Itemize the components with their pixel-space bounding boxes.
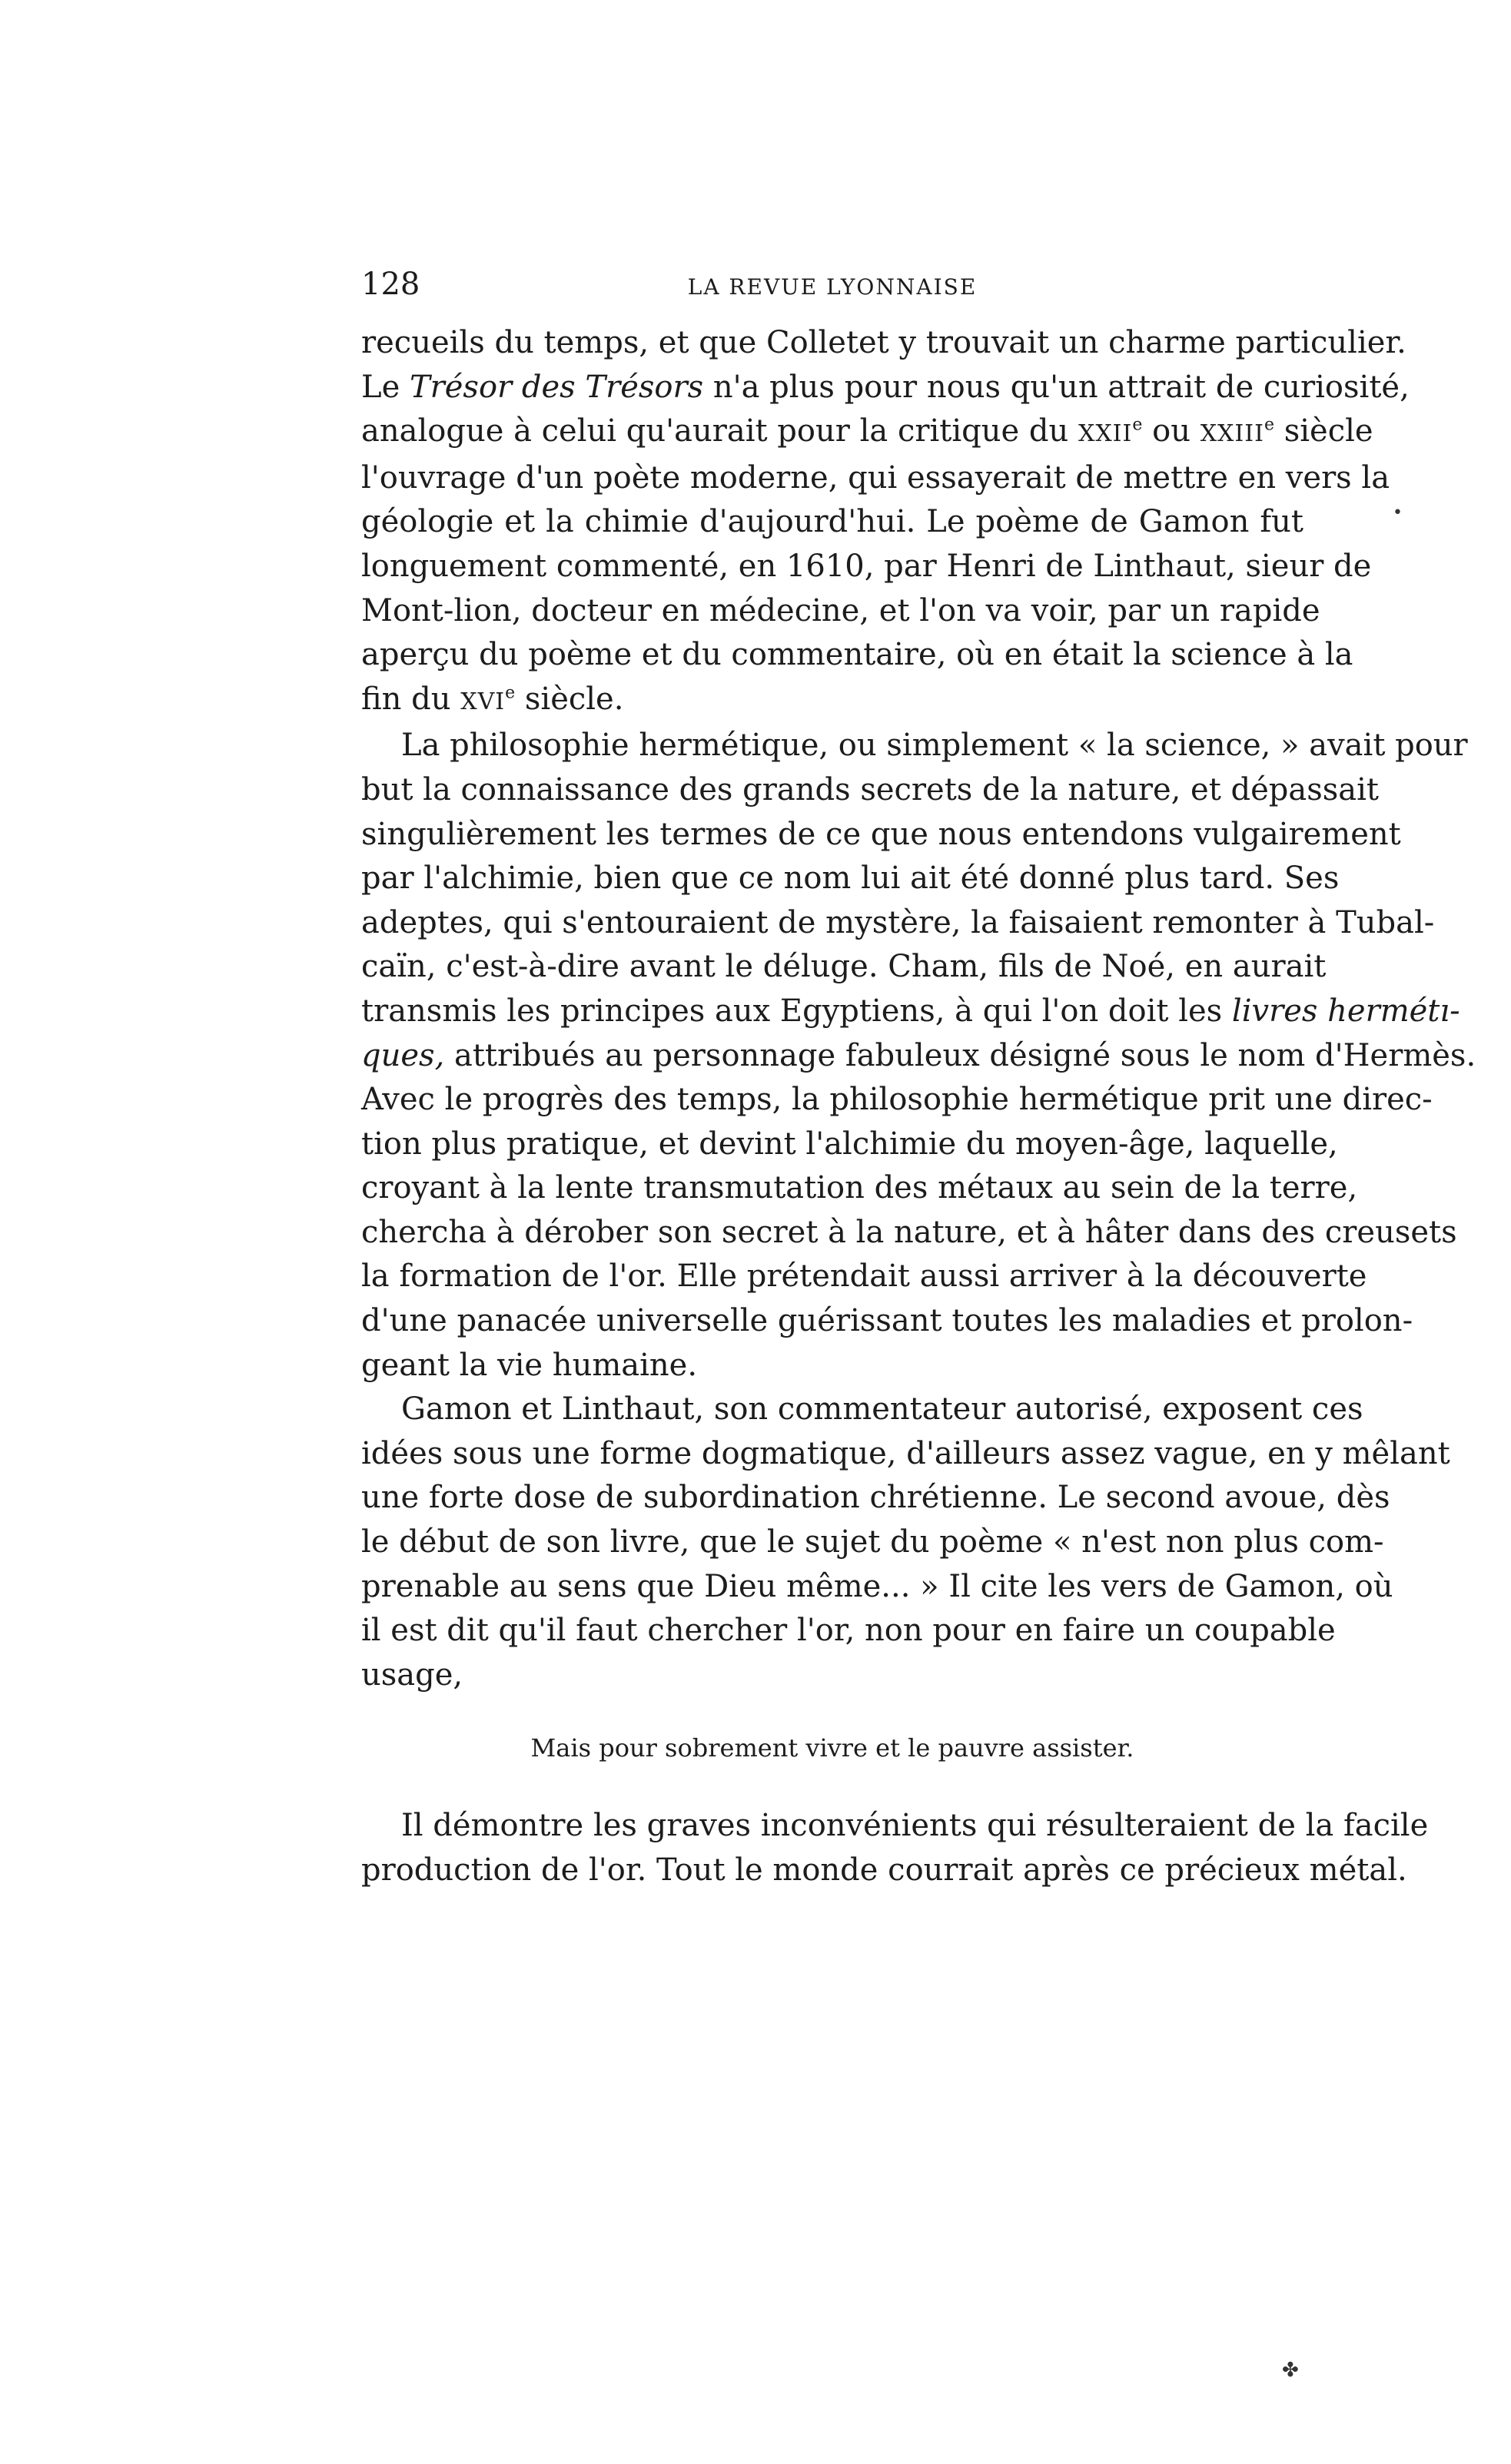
superscript: e <box>505 683 516 703</box>
text-run: siècle <box>1274 413 1373 449</box>
text-line <box>361 1034 1476 1079</box>
text-line: chercha à dérober son secret à la nature, et à hâter dans des creusets <box>361 1214 1457 1250</box>
text-line: but la connaissance des grands secrets de la nature, et dépassait <box>361 771 1380 808</box>
text-line: géologie et la chimie d'aujourd'hui. Le poème de Gamon fut <box>361 504 1303 540</box>
book-title: Trésor des Trésors <box>409 369 704 405</box>
text-run: n'a plus pour nous qu'un attrait de curiosité, <box>703 369 1410 405</box>
text-line: d'une panacée universelle guérissant toutes les maladies et prolon- <box>361 1303 1413 1339</box>
text-run: attribués au personnage fabuleux désigné sous le nom d'Hermès. <box>444 1037 1476 1073</box>
text-line: singulièrement les termes de ce que nous entendons vulgairement <box>361 816 1401 852</box>
book-title: livres hermétı- <box>1231 993 1460 1029</box>
text-line: Il démontre les graves inconvénients qui résulteraient de la facile <box>401 1808 1429 1843</box>
text-line <box>361 678 1303 725</box>
century-numeral: XVI <box>460 688 506 715</box>
text-line: croyant à la lente transmutation des métaux au sein de la terre, <box>361 1170 1358 1206</box>
text-line: La philosophie hermétique, ou simplement « la science, » avait pour <box>401 728 1468 764</box>
text-line: caïn, c'est-à-dire avant le déluge. Cham, fils de Noé, en aurait <box>361 949 1327 985</box>
text-run: fin du <box>361 681 461 717</box>
paragraph-4 <box>361 1804 1429 1892</box>
page-number: 128 <box>361 267 420 302</box>
paragraph-1 <box>361 321 1410 724</box>
text-run: transmis les principes aux Egyptiens, à qui l'on doit les <box>361 993 1232 1029</box>
text-line: production de l'or. Tout le monde courrait après ce précieux métal. <box>361 1852 1407 1888</box>
text-line: il est dit qu'il faut chercher l'or, non pour en faire un coupable <box>361 1613 1336 1649</box>
text-line: adeptes, qui s'entouraient de mystère, la faisaient remonter à Tubal- <box>361 904 1435 940</box>
printer-ornament-mark: ✤ <box>1282 2359 1299 2382</box>
century-numeral: XXII <box>1078 420 1133 448</box>
text-run: analogue à celui qu'aurait pour la critique du <box>361 413 1078 449</box>
text-line: Mont-lion, docteur en médecine, et l'on va voir, par un rapide <box>361 592 1320 628</box>
text-line <box>361 990 1460 1034</box>
text-line: longuement commenté, en 1610, par Henri de Linthaut, sieur de <box>361 548 1372 584</box>
body-text <box>361 321 1476 1697</box>
page-header <box>361 266 1303 304</box>
text-line: geant la vie humaine. <box>361 1347 698 1383</box>
paragraph-4-text <box>361 1804 1429 1892</box>
text-line: Avec le progrès des temps, la philosophie hermétique prit une direc- <box>361 1082 1433 1118</box>
text-line: le début de son livre, que le sujet du poème « n'est non plus com- <box>361 1524 1384 1560</box>
text-run: siècle. <box>515 681 624 717</box>
running-head: LA REVUE LYONNAISE <box>687 274 978 300</box>
text-line <box>361 366 1410 410</box>
text-line: usage, <box>361 1656 463 1693</box>
text-line: tion plus pratique, et devint l'alchimie du moyen-âge, laquelle, <box>361 1126 1338 1162</box>
text-line: Gamon et Linthaut, son commentateur autorisé, exposent ces <box>401 1391 1363 1428</box>
text-line: la formation de l'or. Elle prétendait aussi arriver à la découverte <box>361 1259 1367 1295</box>
text-line: recueils du temps, et que Colletet y trouvait un charme particulier. <box>361 325 1406 360</box>
text-line: aperçu du poème et du commentaire, où en était la science à la <box>361 637 1353 673</box>
text-line <box>361 410 1373 456</box>
text-run: Le <box>361 369 410 405</box>
text-line: idées sous une forme dogmatique, d'ailleurs assez vague, en y mêlant <box>361 1435 1450 1471</box>
paragraph-2 <box>361 724 1476 1388</box>
paragraph-3 <box>361 1388 1450 1697</box>
verse-quotation: Mais pour sobrement vivre et le pauvre assister. <box>530 1733 1134 1763</box>
century-numeral: XXIII <box>1200 420 1264 448</box>
book-title: ques, <box>361 1037 445 1073</box>
ink-speck: • <box>1393 503 1403 522</box>
superscript: e <box>1132 415 1143 435</box>
superscript: e <box>1264 415 1275 435</box>
text-line: une forte dose de subordination chrétienne. Le second avoue, dès <box>361 1480 1390 1516</box>
text-run: ou <box>1142 413 1200 449</box>
text-line: prenable au sens que Dieu même... » Il cite les vers de Gamon, où <box>361 1568 1393 1604</box>
text-line: par l'alchimie, bien que ce nom lui ait été donné plus tard. Ses <box>361 861 1340 897</box>
text-line: l'ouvrage d'un poète moderne, qui essayerait de mettre en vers la <box>361 459 1390 496</box>
